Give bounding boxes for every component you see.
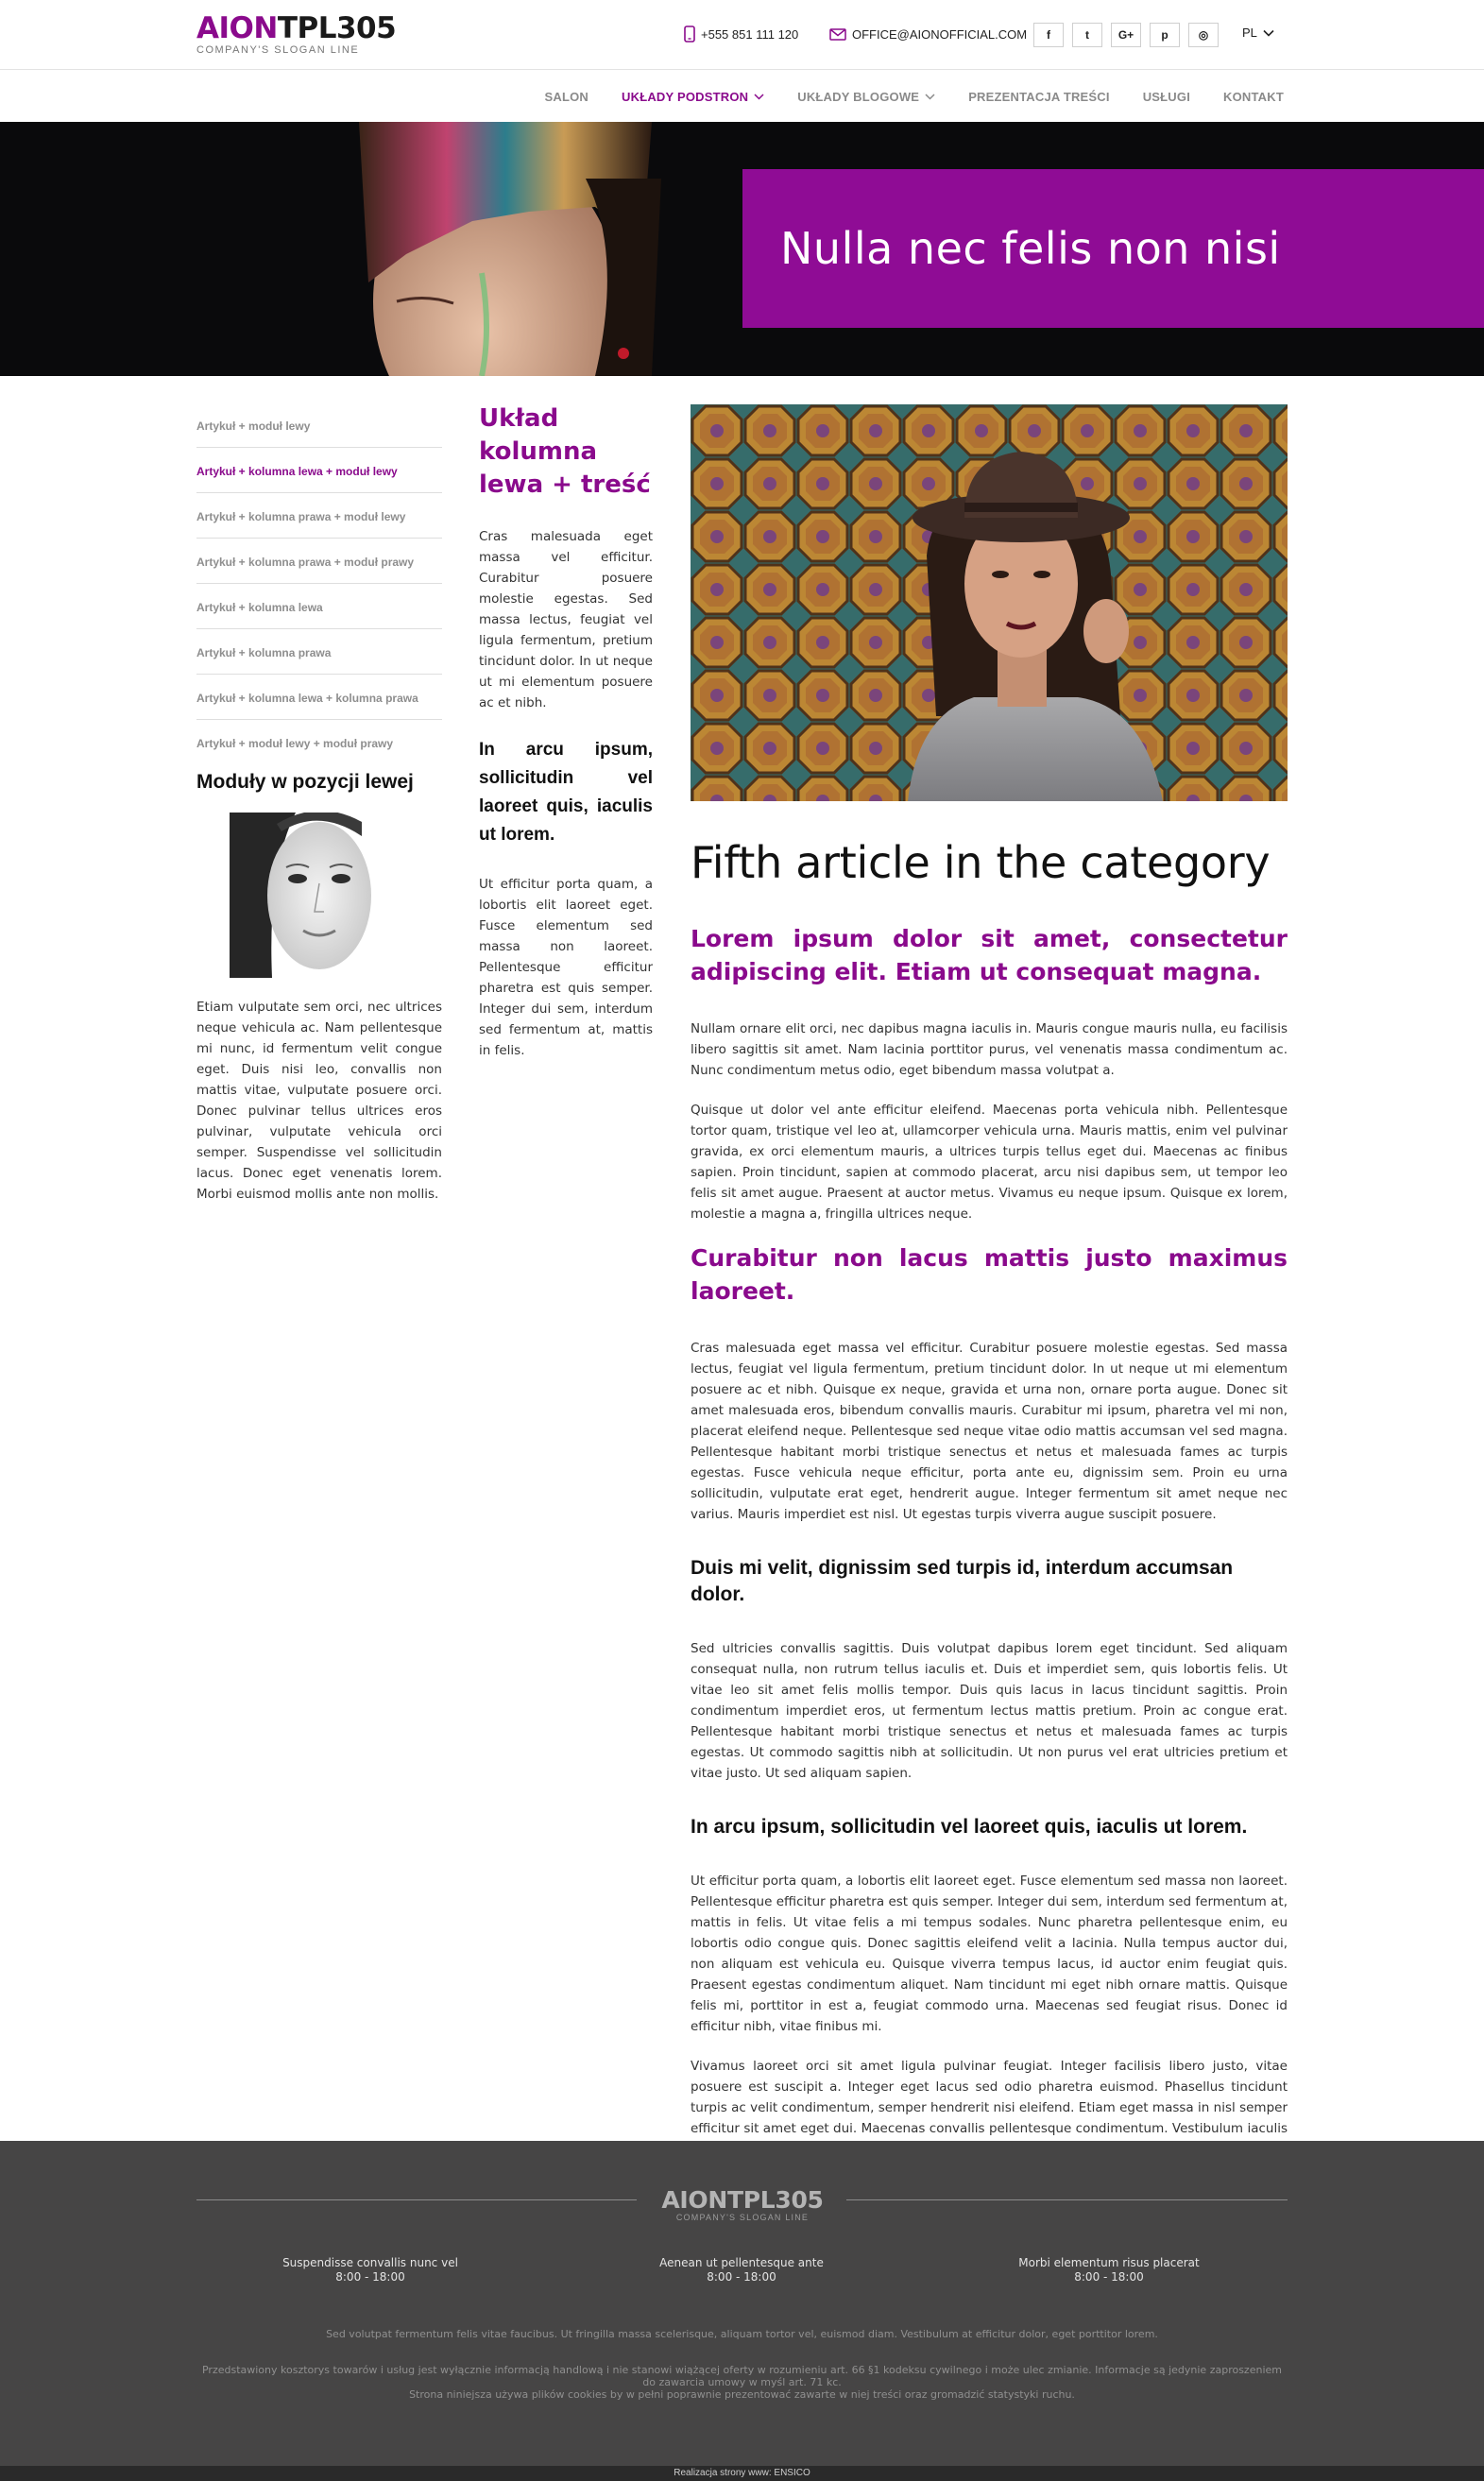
nav-item-salon[interactable] [545,90,589,104]
social-links [1033,23,1219,47]
sidebar-item-artykul-kolumna-prawa-modul-prawy[interactable]: Artykuł + kolumna prawa + moduł prawy [196,539,442,584]
hero-title-box [742,169,1484,328]
footer-note: Sed volutpat fermentum felis vitae faucibus. Ut fringilla massa scelerisque, aliquam tortor vel, euismod diam. Vestibulum at efficitur dolor, eget porttitor lorem. [326,2328,1158,2340]
contact-email[interactable] [829,24,1027,44]
module-portrait-image [230,813,409,978]
article [691,404,1288,2160]
site-logo[interactable] [196,13,396,56]
footer-hours-column [229,2256,512,2284]
footer-divider [196,2199,637,2200]
left-column [479,402,653,1061]
phone-icon [684,26,695,43]
nav-item-label: SALON [544,89,589,104]
column-title: Układ kolumna lewa + treść [479,404,651,499]
footer-hours-column [600,2256,883,2284]
nav-item-uslugi[interactable] [1143,90,1190,104]
column-text: Ut efficitur porta quam, a lobortis elit laoreet eget. Fusce elementum sed massa non laoreet. Pellentesque efficitur pharetra est quis semper. Integer dui sem, interdum sed fermentum at, mattis in felis. [479,877,653,1058]
nav-list [545,71,1284,122]
nav-item-label: KONTAKT [1223,89,1284,104]
facebook-icon[interactable]: f [1033,23,1064,47]
footer-column-hours: 8:00 - 18:00 [1074,2270,1144,2284]
sidebar-item-artykul-kolumna-lewa-modul-lewy[interactable]: Artykuł + kolumna lewa + moduł lewy [196,448,442,493]
column-subtitle: In arcu ipsum, sollicitudin vel laoreet quis, iaculis ut lorem. [479,740,653,845]
footer-legal-note [196,2364,1288,2401]
pinterest-icon[interactable]: p [1150,23,1180,47]
logo-part-2: TPL305 [277,11,397,45]
article-image [691,404,1288,801]
sidebar-item-artykul-kolumna-prawa-modul-lewy[interactable]: Artykuł + kolumna prawa + moduł lewy [196,493,442,539]
hero-banner [0,122,1484,376]
article-paragraph: Cras malesuada eget massa vel efficitur. Curabitur posuere molestie egestas. Sed massa lectus, feugiat vel ligula fermentum, pretium tincidunt dolor. In ut neque ut mi elementum posuere ac et nibh. Quisque ex neque, gravida et urna non, ornare porta augue. Donec sit amet malesuada eros, bibendum convallis mauris. Curabitur mi ipsum, pharetra vel mi non, placerat eleifend neque. Pellentesque sed neque vitae odio mattis accumsan vel sed magna. Pellentesque habitant morbi tristique senectus et netus et malesuada fames ac turpis egestas. Fusce vehicula neque efficitur, porta ante eu, dignissim sem. Proin eu urna sollicitudin, vulputate erat eget, hendrerit augue. Integer fermentum sit amet neque nec varius. Mauris imperdiet est nisl. Ut egestas turpis viverra augue suscipit posuere. [691,1341,1288,1522]
logo-part-1: AION [196,11,278,45]
footer-column-title: Aenean ut pellentesque ante [659,2256,824,2269]
email-address: OFFICE@AIONOFFICIAL.COM [852,26,1028,42]
footer-column-title: Suspendisse convallis nunc vel [282,2256,458,2269]
sidebar-item-artykul-kolumna-prawa[interactable]: Artykuł + kolumna prawa [196,629,442,675]
phone-number: +555 851 111 120 [701,26,799,42]
article-paragraph: Quisque ut dolor vel ante efficitur eleifend. Maecenas porta vehicula nibh. Pellentesque tortor quam, tristique vel leo at, ullamcorper vehicula urna. Mauris mattis, enim vel pulvinar gravida, ex orci elementum mauris, a ultrices turpis tellus eget dui. Maecenas ac finibus sapien. Proin tincidunt, sapien at commodo placerat, arcu nisi dapibus sem, ut tempor leo felis sit amet augue. Praesent at auctor metus. Vivamus eu neque ipsum. Quisque ex lorem, molestie a magna a, fringilla ultrices neque. [691,1103,1288,1222]
article-paragraph: Vivamus laoreet orci sit amet ligula pulvinar feugiat. Integer facilisis libero justo, vitae posuere est suscipit a. Integer eget lacus sed odio pharetra euismod. Phasellus tincidunt turpis ac velit condimentum, semper hendrerit nisi eleifend. Etiam eget massa in nisl semper efficitur sit amet eget dui. Maecenas convallis pellentesque condimentum. Vestibulum iaculis [691,2059,1288,2136]
footer-column-title: Morbi elementum risus placerat [1018,2256,1200,2269]
google-plus-icon[interactable]: G+ [1111,23,1141,47]
sidebar-item-artykul-modul-lewy-modul-prawy[interactable]: Artykuł + moduł lewy + moduł prawy [196,737,394,750]
article-heading: Duis mi velit, dignissim sed turpis id, interdum accumsan dolor. [691,1557,1234,1605]
column-text: Cras malesuada eget massa vel efficitur. Curabitur posuere molestie egestas. Sed massa lectus, feugiat vel ligula fermentum, pretium tincidunt dolor. In ut neque ut mi elementum posuere ac et nibh. [479,529,653,710]
nav-item-label: UKŁADY BLOGOWE [797,89,920,104]
hero-model-image [340,122,756,376]
article-paragraph: Sed ultricies convallis sagittis. Duis volutpat dapibus lorem eget tincidunt. Sed aliquam consequat nulla, non rutrum tellus iaculis et. Duis et imperdiet sem, quis lobortis felis. Ut vitae leo sit amet felis mollis tempor. Duis quis lacus in lacus tincidunt sagittis. Proin condimentum imperdiet eros, ut fermentum lectus mattis pretium. Proin ac congue erat. Pellentesque habitant morbi tristique senectus et netus et malesuada fames ac turpis egestas. Ut commodo sagittis nibh at sollicitudin. Ut non purus vel erat ultricies pretium et vitae justo. Ut sed aliquam sapien. [691,1641,1288,1781]
mail-icon [829,28,846,41]
credit-bar [0,2466,1484,2481]
footer-logo-slogan: COMPANY'S SLOGAN LINE [675,2213,810,2222]
footer-logo-text: AIONTPL305 [661,2186,824,2214]
nav-item-prezentacja-tresci[interactable] [968,90,1110,104]
module-text: Etiam vulputate sem orci, nec ultrices neque vehicula ac. Nam pellentesque mi nunc, id fermentum velit congue eget. Duis nisi leo, convallis non mattis vitae, vulputate posuere orci. Donec pulvinar tellus ultrices eros pulvinar, vulputate vehicula orci semper. Suspendisse vel sollicitudin lacus. Donec eget venenatis lorem. Morbi euismod mollis ante non mollis. [196,1000,442,1202]
nav-item-kontakt[interactable] [1223,90,1284,104]
nav-item-uklady-podstron[interactable] [622,90,764,104]
left-sidebar [196,402,442,1205]
article-lead: Lorem ipsum dolor sit amet, consectetur adipiscing elit. Etiam ut consequat magna. [691,925,1288,985]
article-paragraph: Nullam ornare elit orci, nec dapibus magna iaculis in. Mauris congue mauris nulla, eu facilisis libero sagittis sit amet. Nam lacinia porttitor purus, vel venenatis massa condimentum ac. Nunc condimentum metus odio, eget bibendum massa volutpat a. [691,1021,1288,1078]
sidebar-item-artykul-modul-lewy[interactable]: Artykuł + moduł lewy [196,402,442,448]
nav-item-label: USŁUGI [1142,89,1191,104]
language-switcher[interactable] [1242,26,1274,40]
sidebar-item-artykul-kolumna-lewa-kolumna-prawa[interactable]: Artykuł + kolumna lewa + kolumna prawa [196,675,442,720]
logo-slogan: COMPANY'S SLOGAN LINE [196,44,360,56]
contact-phone[interactable] [684,24,798,44]
instagram-icon[interactable]: ◎ [1188,23,1219,47]
chevron-down-icon [754,94,764,100]
hero-title: Nulla nec felis non nisi [780,223,1281,274]
footer-legal-text: Przedstawiony kosztorys towarów i usług jest wyłącznie informacją handlową i nie stanowi wiążącej oferty w rozumieniu art. 66 §1 kodeksu cywilnego i może ulec zmianie. Informacje są jedynie zaproszeniem do zawarcia umowy w myśl art. 71 kc. [201,2364,1282,2388]
nav-item-label: PREZENTACJA TREŚCI [968,89,1110,104]
footer-column-hours: 8:00 - 18:00 [335,2270,405,2284]
footer-hours-column [967,2256,1251,2284]
footer [0,2141,1484,2466]
main-navigation [0,71,1484,122]
chevron-down-icon [1263,29,1274,37]
article-heading: In arcu ipsum, sollicitudin vel laoreet quis, iaculis ut lorem. [691,1816,1248,1838]
article-title: Fifth article in the category [691,837,1271,888]
nav-item-uklady-blogowe[interactable] [797,90,935,104]
footer-logo[interactable] [661,2188,824,2222]
language-label: PL [1242,26,1257,40]
article-subheading: Curabitur non lacus mattis justo maximus laoreet. [691,1244,1288,1305]
chevron-down-icon [925,94,935,100]
article-paragraph: Ut efficitur porta quam, a lobortis elit laoreet eget. Fusce elementum sed massa non laoreet. Pellentesque efficitur pharetra est quis semper. Integer dui sem, interdum sed fermentum at, mattis in felis. Ut vitae felis a mi tempus sodales. Nunc pharetra pellentesque enim, eu lobortis odio congue quis. Donec sagittis eleifend velit a lacinia. Nulla tempus auctor dui, non aliquam est vehicula eu. Quisque viverra tempus lacus, id auctor enim feugiat quis. Praesent egestas condimentum aliquet. Nam tincidunt mi eget nibh ornare mattis. Quisque felis mi, porttitor in est a, feugiat commodo urna. Maecenas sed feugiat risus. Donec id efficitur nibh, vitae finibus mi. [691,1874,1288,2034]
module-title: Moduły w pozycji lewej [196,771,414,793]
top-header [0,0,1484,70]
sidebar-item-artykul-kolumna-lewa[interactable]: Artykuł + kolumna lewa [196,584,442,629]
nav-item-label: UKŁADY PODSTRON [622,89,749,104]
twitter-icon[interactable]: t [1072,23,1102,47]
footer-cookies-text: Strona niniejsza używa plików cookies by w pełni poprawnie prezentować zawarte w niej treści oraz gromadzić statystyki ruchu. [409,2388,1075,2401]
credit-link[interactable]: Realizacja strony www: ENSICO [674,2468,810,2478]
footer-column-hours: 8:00 - 18:00 [707,2270,776,2284]
footer-divider [846,2199,1288,2200]
